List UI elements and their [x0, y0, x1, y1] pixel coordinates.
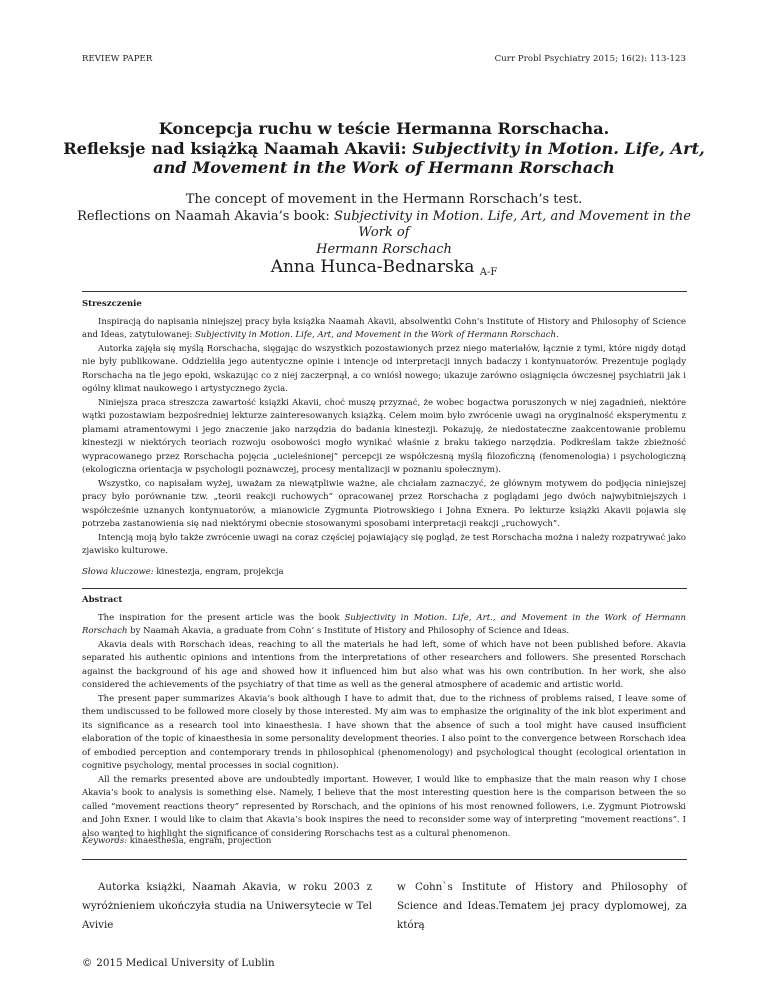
streszczenie-paragraph-1 — [82, 316, 686, 343]
title-english-line-2 — [60, 209, 708, 242]
title-english-book-title-cont: Hermann Rorschach — [316, 241, 452, 257]
abstract-polish — [82, 298, 686, 559]
keywords-polish-label: Słowa kluczowe: — [82, 567, 154, 577]
title-polish-book-title-cont: and Movement in the Work of Hermann Rorschach — [153, 158, 615, 177]
author-line — [60, 257, 708, 277]
title-polish-line-2-text: Refleksje nad książką Naamah Akavii: — [63, 138, 413, 158]
copyright-icon: © — [82, 957, 93, 969]
body-column-left: Autorka książki, Naamah Akavia, w roku 2003 z wyróżnieniem ukończyła studia na Uniwersytecie w Tel Avivie — [82, 881, 372, 931]
divider-top — [82, 291, 687, 292]
keywords-english — [82, 836, 686, 846]
title-english-line-1: The concept of movement in the Hermann Rorschach’s test. — [185, 192, 583, 207]
author-name: Anna Hunca-Bednarska — [270, 257, 475, 277]
abstract-p1-text-a: The inspiration for the present article was the book — [98, 612, 345, 623]
divider-middle — [82, 588, 687, 589]
streszczenie-paragraph-2: Autorka zajęła się myślą Rorschacha, sięgając do wszystkich pozostawionych przez niego materiałów, łącznie z tymi, które nigdy dotąd nie były publikowane. Oddzieliła jego autentyczne opinie i intencje od interpretacji innych badaczy i kontynuatorów. Prezentuje poglądy Rorschacha na tle jego epoki, wskazując co z niej zaczerpnął, a co wniósł nowego; ukazuje zarówno osiągnięcia ówczesnej psychiatrii jak i ogólny klimat naukowego i artystycznego życia. — [82, 343, 686, 394]
author-contribution: A-F — [479, 267, 498, 278]
title-polish-line-3 — [60, 158, 708, 178]
streszczenie-p1-book: Subjectivity in Motion. Life, Art, and Movement in the Work of Hermann Rorschach. — [194, 330, 559, 340]
keywords-english-label: Keywords: — [82, 836, 128, 846]
keywords-polish-text: kinestezja, engram, projekcja — [153, 567, 284, 577]
keywords-polish — [82, 567, 686, 577]
keywords-english-text: kinaesthesia, engram, projection — [127, 836, 272, 846]
title-polish-line-2 — [60, 139, 708, 159]
copyright-text: 2015 Medical University of Lublin — [96, 957, 275, 969]
abstract-heading: Abstract — [82, 595, 123, 605]
title-polish-book-title: Subjectivity in Motion. Life, Art, — [412, 138, 705, 158]
abstract-p1-book: Subjectivity in Motion. Life, Art., and Movement in the Work of Hermann Rorschach — [82, 612, 687, 636]
abstract-english — [82, 594, 686, 841]
paper-type-label: REVIEW PAPER — [82, 54, 153, 64]
title-english-line-3 — [60, 242, 708, 259]
streszczenie-paragraph-5: Intencją moją było także zwrócenie uwagi na coraz częściej pojawiający się pogląd, że test Rorschacha można i należy rozpatrywać jako zjawisko kulturowe. — [82, 532, 686, 556]
abstract-paragraph-4: All the remarks presented above are undoubtedly important. However, I would like to emphasize that the main reason why I chose Akavia’s book to analysis is something else. Namely, I believe that the most interesting question here is the comparison between the so called “movement reactions theory” represented by Rorschach, and the opinions of his most renowned followers, i.e. Zygmunt Piotrowski and John Exner. I would like to claim that Akavia’s book inspires the need to reconsider some way of interpreting “movement reactions”. I also wanted to highlight the significance of considering Rorschachs test as a cultural phenomenon. — [82, 774, 686, 839]
copyright-notice — [82, 957, 275, 969]
streszczenie-p1-text: Inspiracją do napisania niniejszej pracy była książka Naamah Akavii, absolwentki Cohn's Institute of History and Philosophy of Science and Ideas, zatytułowanej: — [82, 316, 686, 340]
title-polish-line-1: Koncepcja ruchu w teście Hermanna Rorschacha. — [158, 119, 610, 138]
title-english — [60, 192, 708, 258]
streszczenie-paragraph-4: Wszystko, co napisałam wyżej, uważam za niewątpliwie ważne, ale chciałam zaznaczyć, że głównym motywem do podjęcia niniejszej pracy było porównanie tzw. „teorii reakcji ruchowych” opracowanej przez Rorschacha z poglądami jego dwóch najwybitniejszych i współcześnie uznanych kontynuatorów, a mianowicie Zygmunta Piotrowskiego i Johna Exnera. Po lekturze książki Akavii pojawia się potrzeba zastanowienia się nad niektórymi obecnie stosowanymi sposobami interpretacji reakcji „ruchowych”. — [82, 478, 686, 529]
abstract-paragraph-1 — [82, 612, 686, 639]
body-column-right: w Cohn`s Institute of History and Philosophy of Science and Ideas.Tematem jej pracy dyplomowej, za którą — [397, 881, 687, 931]
title-english-line-2-text: Reflections on Naamah Akavia’s book: — [77, 208, 334, 224]
streszczenie-heading: Streszczenie — [82, 299, 142, 309]
journal-citation: Curr Probl Psychiatry 2015; 16(2): 113-123 — [494, 54, 686, 64]
streszczenie-paragraph-3: Niniejsza praca streszcza zawartość książki Akavii, choć muszę przyznać, że wobec bogactwa poruszonych w niej zagadnień, niektóre wątki pozostawiam bezpośredniej lekturze zainteresowanych książką. Celem moim było zwrócenie uwagi na oryginalność eksperymentu z plamami atramentowymi i jego znaczenie jako narzędzia do badania kinestezji. Pokazuję, że niedostateczne zaakcentowanie problemu kinestezji w niektórych teoriach rozwoju osobowości mogło wynikać właśnie z braku takiego narzędzia. Podkreślam także zbieżność wypracowanego przez Rorschacha pojęcia „ucieleśnionej” percepcji ze współczesną myślą filozoficzną (fenomenologia) i psychologiczną (ekologiczna orientacja w psychologii poznawczej, procesy mentalizacji w poznaniu społecznym). — [82, 397, 686, 475]
abstract-p1-text-b: by Naamah Akavia, a graduate from Cohn’ s Institute of History and Philosophy of Science and Ideas. — [127, 626, 570, 636]
abstract-paragraph-2: Akavia deals with Rorschach ideas, reaching to all the materials he had left, some of which have not been published before. Akavia separated his authentic opinions and intentions from the interpretations of other researchers and followers. She presented Rorschach against the background of his age and showed how it influenced him but also what was his own contribution. In her work, she also considered the achievements of the psychiatry of that time as well as the general atmosphere of academic and artistic world. — [82, 639, 686, 690]
divider-bottom — [82, 859, 687, 860]
abstract-paragraph-3: The present paper summarizes Akavia’s book although I have to admit that, due to the richness of problems raised, I leave some of them undiscussed to be followed more closely by those interested. My aim was to emphasize the originality of the ink blot experiment and its significance as a research tool into kinaesthesia. I have shown that the absence of such a tool might have caused insufficient elaboration of the topic of kinaesthesia in some personality development theories. I also point to the convergence between Rorschach idea of embodied perception and contemporary trends in philosophical (phenomenology) and psychological thought (ecological orientation in cognitive psychology, mental processes in social cognition). — [82, 693, 686, 771]
title-english-book-title: Subjectivity in Motion. Life, Art, and Movement in the Work of — [333, 208, 691, 240]
title-polish — [60, 119, 708, 178]
